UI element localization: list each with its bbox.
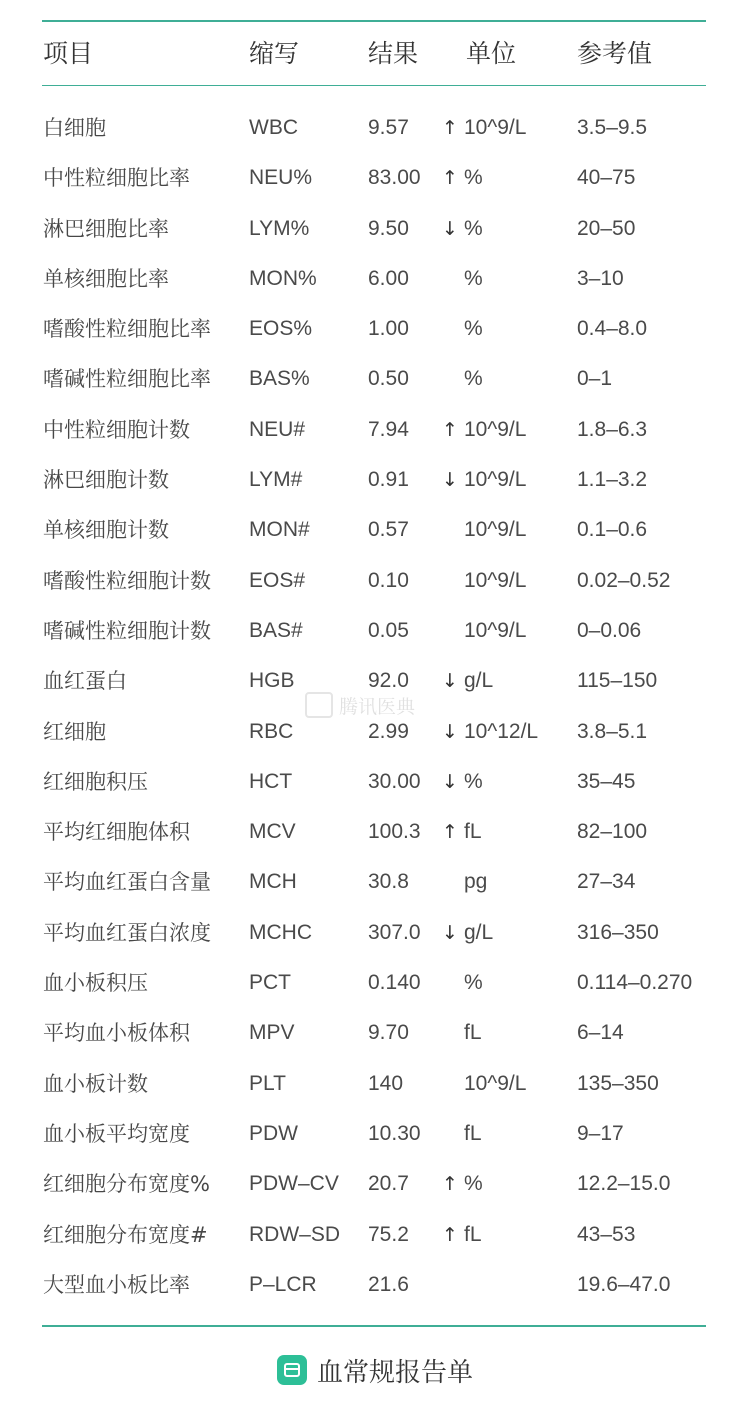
row-unit: 10^9/L bbox=[464, 468, 527, 492]
row-abbr: BAS# bbox=[249, 618, 303, 642]
row-reference: 9–17 bbox=[577, 1121, 624, 1145]
table-row bbox=[0, 1008, 750, 1058]
header-item: 项目 bbox=[43, 39, 94, 68]
row-item: 平均血红蛋白含量 bbox=[43, 870, 211, 895]
row-reference: 115–150 bbox=[577, 669, 658, 693]
row-abbr: MCH bbox=[249, 870, 297, 894]
row-unit: % bbox=[464, 166, 483, 190]
row-item: 淋巴细胞计数 bbox=[43, 468, 169, 493]
row-unit: fL bbox=[464, 1121, 482, 1145]
row-abbr: HGB bbox=[249, 669, 295, 693]
row-unit: 10^9/L bbox=[464, 417, 527, 441]
row-unit: % bbox=[464, 266, 483, 290]
table-row bbox=[0, 1059, 750, 1109]
row-reference: 35–45 bbox=[577, 769, 636, 793]
row-result: 83.00 bbox=[368, 166, 421, 190]
table-row bbox=[0, 254, 750, 304]
row-unit: 10^9/L bbox=[464, 618, 527, 642]
table-row bbox=[0, 807, 750, 857]
row-reference: 135–350 bbox=[577, 1071, 659, 1095]
row-flag-icon: ↑ bbox=[442, 821, 458, 844]
row-result: 0.140 bbox=[368, 971, 421, 995]
header-reference: 参考值 bbox=[577, 39, 653, 68]
row-unit: % bbox=[464, 971, 483, 995]
table-row bbox=[0, 606, 750, 656]
row-reference: 0.114–0.270 bbox=[577, 971, 693, 995]
row-abbr: LYM# bbox=[249, 468, 303, 492]
row-abbr: EOS% bbox=[249, 317, 313, 341]
table-header bbox=[0, 34, 750, 74]
watermark-logo-icon bbox=[305, 692, 333, 718]
row-flag-icon: ↑ bbox=[442, 418, 458, 441]
report-icon bbox=[277, 1355, 307, 1385]
row-reference: 82–100 bbox=[577, 820, 648, 844]
watermark bbox=[305, 690, 455, 720]
row-result: 30.00 bbox=[368, 769, 421, 793]
watermark-text: 腾讯医典 bbox=[339, 695, 416, 718]
row-item: 嗜碱性粒细胞计数 bbox=[43, 618, 211, 643]
row-result: 30.8 bbox=[368, 870, 409, 894]
header-abbr: 缩写 bbox=[249, 39, 300, 68]
row-result: 0.91 bbox=[368, 468, 409, 492]
row-reference: 0–0.06 bbox=[577, 618, 642, 642]
table-row bbox=[0, 1210, 750, 1260]
row-unit: 10^9/L bbox=[464, 1071, 527, 1095]
row-item: 嗜碱性粒细胞比率 bbox=[43, 367, 211, 392]
row-reference: 20–50 bbox=[577, 216, 636, 240]
row-unit: fL bbox=[464, 820, 482, 844]
row-flag-icon: ↓ bbox=[442, 217, 458, 240]
row-flag-icon: ↓ bbox=[442, 720, 458, 743]
row-unit: fL bbox=[464, 1222, 482, 1246]
table-row bbox=[0, 204, 750, 254]
row-abbr: PDW–CV bbox=[249, 1172, 339, 1196]
row-item: 红细胞 bbox=[43, 719, 106, 744]
row-abbr: HCT bbox=[249, 769, 293, 793]
table-row bbox=[0, 757, 750, 807]
row-item: 平均血小板体积 bbox=[43, 1021, 190, 1046]
row-reference: 43–53 bbox=[577, 1222, 636, 1246]
header-rule bbox=[42, 85, 706, 86]
row-reference: 19.6–47.0 bbox=[577, 1272, 671, 1296]
row-unit: fL bbox=[464, 1021, 482, 1045]
row-result: 92.0 bbox=[368, 669, 409, 693]
row-flag-icon: ↓ bbox=[442, 469, 458, 492]
row-abbr: MCHC bbox=[249, 920, 312, 944]
row-result: 6.00 bbox=[368, 266, 409, 290]
row-reference: 3–10 bbox=[577, 266, 624, 290]
row-result: 10.30 bbox=[368, 1121, 421, 1145]
row-reference: 0.4–8.0 bbox=[577, 317, 648, 341]
row-item: 单核细胞计数 bbox=[43, 518, 169, 543]
row-result: 9.50 bbox=[368, 216, 409, 240]
row-reference: 0–1 bbox=[577, 367, 613, 391]
table-row bbox=[0, 857, 750, 907]
row-item: 红细胞分布宽度% bbox=[43, 1172, 210, 1197]
row-flag-icon: ↓ bbox=[442, 770, 458, 793]
row-flag-icon: ↑ bbox=[442, 117, 458, 139]
row-result: 21.6 bbox=[368, 1272, 409, 1296]
row-result: 0.57 bbox=[368, 518, 409, 542]
row-unit: % bbox=[464, 769, 483, 793]
row-abbr: PLT bbox=[249, 1071, 286, 1095]
footer-title: 血常规报告单 bbox=[316, 1357, 473, 1388]
row-abbr: MCV bbox=[249, 820, 296, 844]
row-unit: % bbox=[464, 1172, 483, 1196]
row-result: 0.10 bbox=[368, 568, 409, 592]
row-result: 0.50 bbox=[368, 367, 409, 391]
row-item: 中性粒细胞计数 bbox=[43, 417, 190, 442]
row-item: 中性粒细胞比率 bbox=[43, 166, 190, 191]
row-reference: 27–34 bbox=[577, 870, 636, 894]
row-result: 1.00 bbox=[368, 317, 409, 341]
row-abbr: LYM% bbox=[249, 216, 310, 240]
row-result: 307.0 bbox=[368, 920, 421, 944]
table-row bbox=[0, 103, 750, 153]
table-row bbox=[0, 556, 750, 606]
row-result: 0.05 bbox=[368, 618, 409, 642]
row-abbr: MPV bbox=[249, 1021, 295, 1045]
row-item: 大型血小板比率 bbox=[43, 1272, 190, 1297]
row-item: 白细胞 bbox=[43, 116, 106, 140]
table-row bbox=[0, 908, 750, 958]
row-unit: 10^9/L bbox=[464, 518, 527, 542]
row-abbr: MON% bbox=[249, 266, 317, 290]
row-reference: 316–350 bbox=[577, 920, 659, 944]
row-result: 7.94 bbox=[368, 417, 409, 441]
row-flag-icon: ↑ bbox=[442, 1223, 458, 1246]
table-row bbox=[0, 153, 750, 203]
row-item: 淋巴细胞比率 bbox=[43, 216, 169, 241]
table-row bbox=[0, 1159, 750, 1209]
row-unit: pg bbox=[464, 870, 488, 894]
row-result: 140 bbox=[368, 1071, 404, 1095]
row-item: 红细胞积压 bbox=[43, 769, 148, 794]
row-result: 20.7 bbox=[368, 1172, 409, 1196]
row-unit: % bbox=[464, 367, 483, 391]
row-reference: 12.2–15.0 bbox=[577, 1172, 671, 1196]
row-unit: % bbox=[464, 216, 483, 240]
row-abbr: WBC bbox=[249, 116, 298, 139]
table-row bbox=[0, 958, 750, 1008]
row-flag-icon: ↑ bbox=[442, 1173, 458, 1196]
row-result: 100.3 bbox=[368, 820, 421, 844]
table-row bbox=[0, 455, 750, 505]
row-abbr: NEU# bbox=[249, 417, 306, 441]
row-result: 9.70 bbox=[368, 1021, 409, 1045]
table-row bbox=[0, 505, 750, 555]
top-rule bbox=[42, 20, 706, 22]
row-abbr: NEU% bbox=[249, 166, 313, 190]
row-unit: g/L bbox=[464, 920, 494, 944]
row-item: 红细胞分布宽度# bbox=[43, 1222, 208, 1247]
row-item: 嗜酸性粒细胞计数 bbox=[43, 568, 211, 593]
row-reference: 3.5–9.5 bbox=[577, 116, 648, 139]
row-item: 血红蛋白 bbox=[43, 669, 127, 694]
row-item: 血小板平均宽度 bbox=[43, 1121, 190, 1146]
row-abbr: RDW–SD bbox=[249, 1222, 341, 1246]
row-reference: 1.8–6.3 bbox=[577, 417, 648, 441]
row-unit: % bbox=[464, 317, 483, 341]
row-result: 2.99 bbox=[368, 719, 409, 743]
row-abbr: P–LCR bbox=[249, 1272, 317, 1296]
bottom-rule bbox=[42, 1325, 706, 1327]
row-reference: 0.02–0.52 bbox=[577, 568, 671, 592]
row-flag-icon: ↓ bbox=[442, 670, 458, 693]
row-abbr: BAS% bbox=[249, 367, 310, 391]
row-unit: 10^12/L bbox=[464, 719, 539, 743]
row-abbr: PDW bbox=[249, 1121, 298, 1145]
row-abbr: MON# bbox=[249, 518, 310, 542]
table-row bbox=[0, 1109, 750, 1159]
row-reference: 0.1–0.6 bbox=[577, 518, 648, 542]
row-unit: g/L bbox=[464, 669, 494, 693]
table-row bbox=[0, 405, 750, 455]
table-row bbox=[0, 1260, 750, 1310]
row-unit: 10^9/L bbox=[464, 116, 527, 139]
row-reference: 1.1–3.2 bbox=[577, 468, 648, 492]
row-reference: 40–75 bbox=[577, 166, 636, 190]
row-abbr: EOS# bbox=[249, 568, 306, 592]
row-item: 平均红细胞体积 bbox=[43, 820, 190, 845]
header-result: 结果 bbox=[368, 39, 419, 68]
row-item: 嗜酸性粒细胞比率 bbox=[43, 317, 211, 342]
row-abbr: PCT bbox=[249, 971, 291, 995]
row-flag-icon: ↑ bbox=[442, 167, 458, 190]
row-flag-icon: ↓ bbox=[442, 921, 458, 944]
row-reference: 3.8–5.1 bbox=[577, 719, 648, 743]
row-item: 平均血红蛋白浓度 bbox=[43, 920, 211, 945]
row-abbr: RBC bbox=[249, 719, 294, 743]
row-item: 血小板积压 bbox=[43, 971, 148, 996]
row-unit: 10^9/L bbox=[464, 568, 527, 592]
header-unit: 单位 bbox=[466, 39, 517, 68]
row-result: 9.57 bbox=[368, 116, 409, 139]
row-item: 单核细胞比率 bbox=[43, 266, 169, 291]
table-row bbox=[0, 354, 750, 404]
table-row bbox=[0, 304, 750, 354]
row-result: 75.2 bbox=[368, 1222, 409, 1246]
row-item: 血小板计数 bbox=[43, 1071, 148, 1096]
row-reference: 6–14 bbox=[577, 1021, 624, 1045]
footer bbox=[0, 1345, 750, 1395]
